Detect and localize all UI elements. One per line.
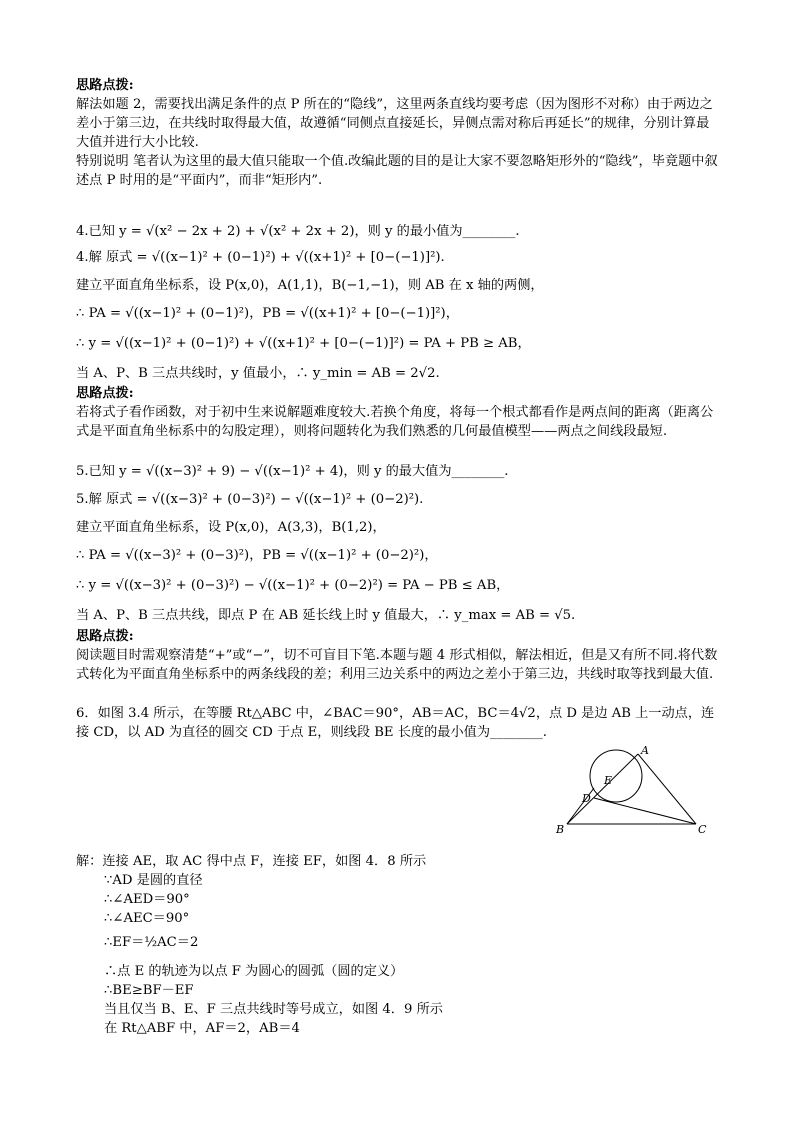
solution-5-line-4: ∴ y = √((x−3)² + (0−3)²) − √((x−1)² + (0−2)²) = PA − PB ≤ AB，: [76, 578, 510, 593]
label-d: D: [582, 792, 591, 805]
solution-6-line-8: 当且仅当 B、E、F 三点共线时等号成立，如图 4．9 所示: [104, 1002, 443, 1017]
hint-paragraph-1: 解法如题 2，需要找出满足条件的点 P 所在的“隐线”，这里两条直线均要考虑（因为图形不对称）由于两边之差小于第三边，在共线时取得最大值，故遵循“同侧点直接延长，异侧点需对称后再延长”的规律，分别计算最大值并进行大小比较.: [76, 97, 713, 150]
solution-6-line-1: 解：连接 AE，取 AC 得中点 F，连接 EF，如图 4．8 所示: [76, 854, 427, 869]
question-6: 6．如图 3.4 所示，在等腰 Rt△ABC 中，∠BAC＝90°，AB＝AC，BC＝4√2，点 D 是边 AB 上一动点，连接 CD，以 AD 为直径的圆交 CD 于点 E，则线段 BE 长度的最小值为________.: [76, 706, 715, 740]
solution-5-line-5: 当 A、P、B 三点共线，即点 P 在 AB 延长线上时 y 值最大，∴ y_max = AB = √5.: [76, 608, 576, 623]
solution-6-line-2: ∵AD 是圆的直径: [104, 873, 203, 888]
solution-4-line-5: 当 A、P、B 三点共线时，y 值最小，∴ y_min = AB = 2√2.: [76, 366, 440, 381]
solution-4-line-2: 建立平面直角坐标系，设 P(x,0)，A(1,1)，B(−1,−1)，则 AB 在 x 轴的两侧，: [76, 278, 544, 293]
solution-4-line-1: 4.解 原式 = √((x−1)² + (0−1)²) + √((x+1)² + [0−(−1)]²).: [76, 250, 445, 265]
segment-ab: [567, 754, 638, 824]
label-e: E: [604, 774, 613, 787]
solution-6-line-5: ∴EF＝½AC＝2: [104, 935, 199, 950]
segment-ac: [638, 754, 696, 824]
segment-cd: [594, 798, 696, 824]
hint-paragraph-3: 若将式子看作函数，对于初中生来说解题难度较大.若换个角度，将每一个根式都看作是两点间的距离（距离公式是平面直角坐标系中的勾股定理），则将问题转化为我们熟悉的几何最值模型——两点之间线段最短.: [76, 405, 714, 439]
solution-4-line-3: ∴ PA = √((x−1)² + (0−1)²)，PB = √((x+1)² + [0−(−1)]²)，: [76, 306, 459, 321]
hint-paragraph-4: 阅读题目时需观察清楚“+”或“−”，切不可盲目下笔.本题与题 4 形式相似，解法相近，但是又有所不同.将代数式转化为平面直角坐标系中的两条线段的差；利用三边关系中的两边之差小于第三边，共线时取等找到最大值.: [76, 648, 718, 682]
solution-6-line-9: 在 Rt△ABF 中，AF＝2，AB＝4: [104, 1021, 300, 1036]
solution-5-line-1: 5.解 原式 = √((x−3)² + (0−3)²) − √((x−1)² + (0−2)²).: [76, 492, 424, 507]
hint-heading-3: 思路点拨:: [76, 629, 134, 644]
label-b: B: [556, 823, 565, 836]
question-4: 4.已知 y = √(x² − 2x + 2) + √(x² + 2x + 2)，则 y 的最小值为________.: [76, 224, 520, 239]
label-a: A: [641, 746, 649, 757]
hint-paragraph-2: 特别说明 笔者认为这里的最大值只能取一个值.改编此题的目的是让大家不要忽略矩形外的“隐线”，毕竟题中叙述点 P 时用的是“平面内”，而非“矩形内”.: [76, 154, 718, 188]
question-5: 5.已知 y = √((x−3)² + 9) − √((x−1)² + 4)，则 y 的最大值为________.: [76, 464, 509, 479]
solution-5-line-2: 建立平面直角坐标系，设 P(x,0)，A(3,3)，B(1,2)，: [76, 520, 386, 535]
solution-6-line-4: ∴∠AEC＝90°: [104, 911, 190, 926]
label-c: C: [698, 823, 707, 836]
solution-6-line-3: ∴∠AED＝90°: [104, 892, 190, 907]
figure-triangle-circle: [554, 746, 714, 836]
solution-6-line-7: ∴BE≥BF－EF: [104, 983, 194, 998]
solution-4-line-4: ∴ y = √((x−1)² + (0−1)²) + √((x+1)² + [0−(−1)]²) = PA + PB ≥ AB，: [76, 336, 531, 351]
solution-6-line-6: ∴点 E 的轨迹为以点 F 为圆心的圆弧（圆的定义）: [104, 964, 404, 979]
hint-heading-1: 思路点拨:: [76, 78, 134, 93]
hint-heading-2: 思路点拨:: [76, 386, 134, 401]
solution-5-line-3: ∴ PA = √((x−3)² + (0−3)²)，PB = √((x−1)² + (0−2)²)，: [76, 548, 438, 563]
